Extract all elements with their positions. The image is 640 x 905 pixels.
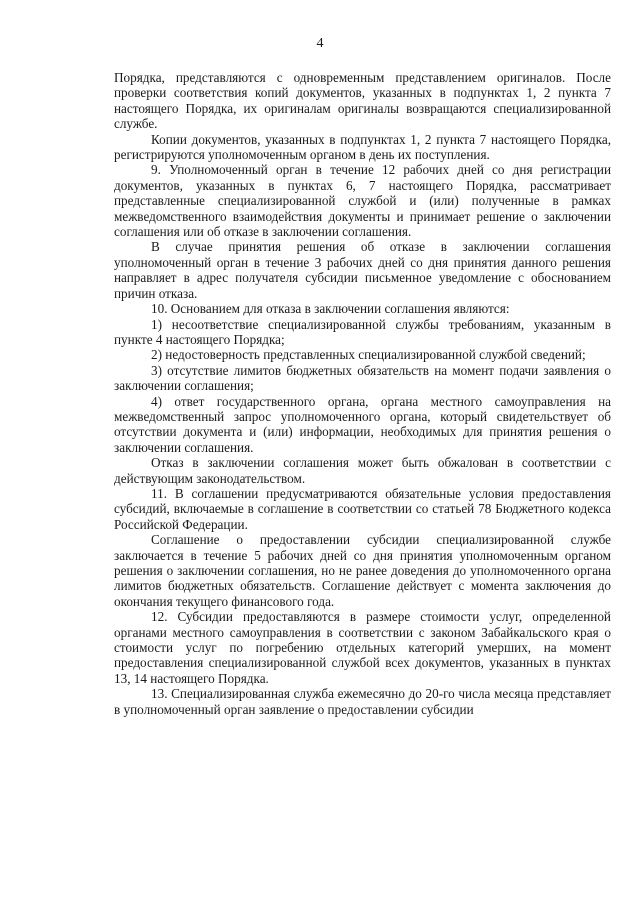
paragraph: 9. Уполномоченный орган в течение 12 рабочих дней со дня регистрации документов, указанных в пунктах 6, 7 настоящего Порядка, рассматривает представленные специализированной службой и (или) полученные в рамках межведомственного взаимодействия документы и принимает решение о заключении соглашения или об отказе в заключении соглашения. <box>114 162 611 240</box>
paragraph: 3) отсутствие лимитов бюджетных обязательств на момент подачи заявления о заключении соглашения; <box>114 362 611 394</box>
paragraph: Порядка, представляются с одновременным представлением оригиналов. После проверки соответствия копий документов, указанных в подпунктах 1, 2 пункта 7 настоящего Порядка, их оригиналам оригиналы возвращаются специализированной службе. <box>114 70 611 132</box>
paragraph: 12. Субсидии предоставляются в размере стоимости услуг, определенной органами местного самоуправления в соответствии с законом Забайкальского края о стоимости услуг по погребению отдельных категорий умерших, на момент предоставления специализированной службой всех документов, указанных в пунктах 13, 14 настоящего Порядка. <box>114 609 611 686</box>
paragraph: Соглашение о предоставлении субсидии специализированной службе заключается в течение 5 рабочих дней со дня принятия уполномоченным органом решения о заключении соглашения, но не ранее доведения до уполномоченного органа лимитов бюджетных обязательств. Соглашение действует с момента заключения до окончания текущего финансового года. <box>114 532 611 609</box>
paragraph: Копии документов, указанных в подпунктах 1, 2 пункта 7 настоящего Порядка, регистрируются уполномоченным органом в день их поступления. <box>114 131 611 163</box>
paragraph: 4) ответ государственного органа, органа местного самоуправления на межведомственный запрос уполномоченного органа, который свидетельствует об отсутствии документа и (или) информации, необходимых для принятия решения о заключении соглашения. <box>114 393 611 455</box>
paragraph: 11. В соглашении предусматриваются обязательные условия предоставления субсидий, включаемые в соглашение в соответствии со статьей 78 Бюджетного кодекса Российской Федерации. <box>114 485 611 532</box>
paragraph: 10. Основанием для отказа в заключении соглашения являются: <box>151 301 510 317</box>
paragraph: Отказ в заключении соглашения может быть обжалован в соответствии с действующим законодательством. <box>114 455 611 486</box>
paragraph: 2) недостоверность представленных специализированной службой сведений; <box>151 347 586 363</box>
page-number: 4 <box>316 36 324 51</box>
paragraph: В случае принятия решения об отказе в заключении соглашения уполномоченный орган в течение 3 рабочих дней со дня принятия данного решения направляет в адрес получателя субсидии письменное уведомление с обоснованием причин отказа. <box>114 239 611 301</box>
paragraph: 13. Специализированная служба ежемесячно до 20-го числа месяца представляет в уполномоченный орган заявление о предоставлении субсидии <box>114 686 611 717</box>
paragraph: 1) несоответствие специализированной службы требованиям, указанным в пункте 4 настоящего Порядка; <box>114 316 611 347</box>
body-text <box>114 70 611 717</box>
